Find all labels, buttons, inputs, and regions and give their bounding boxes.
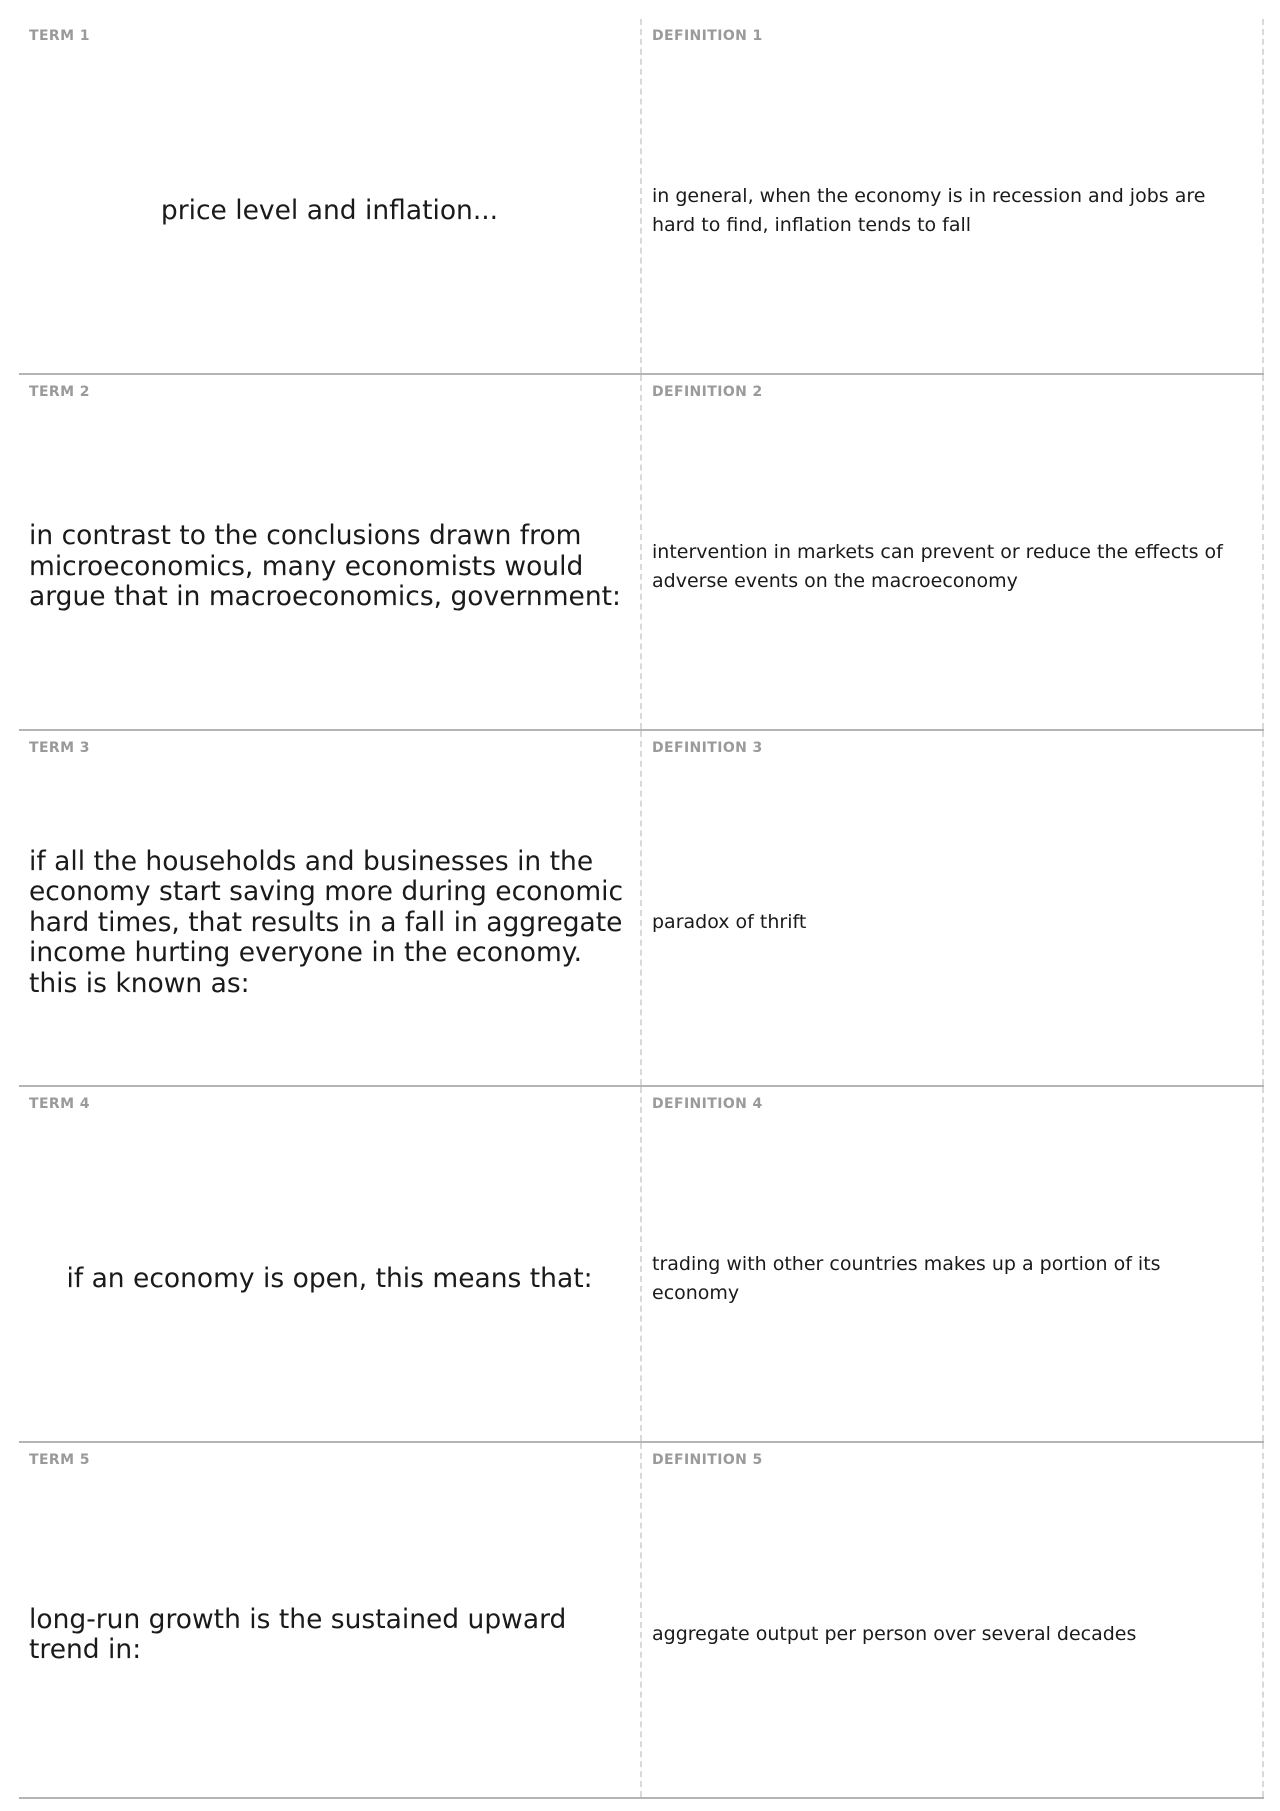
definition-cell — [642, 19, 1264, 373]
definition-cell — [642, 731, 1264, 1085]
definition-label: DEFINITION 5 — [652, 1452, 763, 1468]
term-label: TERM 3 — [29, 740, 90, 756]
term-text: if an economy is open, this means that: — [66, 1262, 593, 1294]
definition-label: DEFINITION 2 — [652, 384, 763, 400]
term-text: long-run growth is the sustained upward trend in: — [29, 1603, 567, 1665]
flashcard-row — [19, 1443, 1264, 1799]
definition-text: aggregate output per person over several decades — [652, 1623, 1137, 1646]
definition-content — [652, 1473, 1252, 1797]
flashcard-sheet — [19, 19, 1264, 1799]
flashcard-row — [19, 1087, 1264, 1443]
definition-text: intervention in markets can prevent or reduce the effects of adverse events on the macroeconomy — [652, 540, 1223, 592]
flashcard-row — [19, 731, 1264, 1087]
term-cell — [19, 1087, 642, 1441]
definition-content — [652, 1117, 1252, 1441]
definition-text: trading with other countries makes up a portion of its economy — [652, 1252, 1161, 1304]
definition-text: in general, when the economy is in recession and jobs are hard to find, inflation tends to fall — [652, 184, 1206, 236]
term-content — [29, 1117, 630, 1441]
term-cell — [19, 1443, 642, 1797]
term-label: TERM 4 — [29, 1096, 90, 1112]
definition-cell — [642, 375, 1264, 729]
definition-content — [652, 49, 1252, 373]
term-cell — [19, 375, 642, 729]
term-label: TERM 2 — [29, 384, 90, 400]
term-content — [29, 49, 630, 373]
flashcard-row — [19, 19, 1264, 375]
term-cell — [19, 731, 642, 1085]
term-text: price level and inflation... — [160, 194, 499, 226]
term-content — [29, 761, 630, 1085]
definition-content — [652, 761, 1252, 1085]
definition-cell — [642, 1443, 1264, 1797]
term-cell — [19, 19, 642, 373]
definition-text: paradox of thrift — [652, 911, 807, 934]
term-content — [29, 405, 630, 729]
term-text: if all the households and businesses in the economy start saving more during economic hard times, that results in a fall in aggregate income hurting everyone in the economy. this is known as: — [29, 845, 624, 999]
definition-label: DEFINITION 3 — [652, 740, 763, 756]
flashcard-row — [19, 375, 1264, 731]
definition-label: DEFINITION 1 — [652, 28, 763, 44]
term-text: in contrast to the conclusions drawn from microeconomics, many economists would argue that in macroeconomics, government: — [29, 520, 621, 613]
definition-cell — [642, 1087, 1264, 1441]
definition-label: DEFINITION 4 — [652, 1096, 763, 1112]
definition-content — [652, 405, 1252, 729]
term-content — [29, 1473, 630, 1797]
term-label: TERM 5 — [29, 1452, 90, 1468]
term-label: TERM 1 — [29, 28, 90, 44]
